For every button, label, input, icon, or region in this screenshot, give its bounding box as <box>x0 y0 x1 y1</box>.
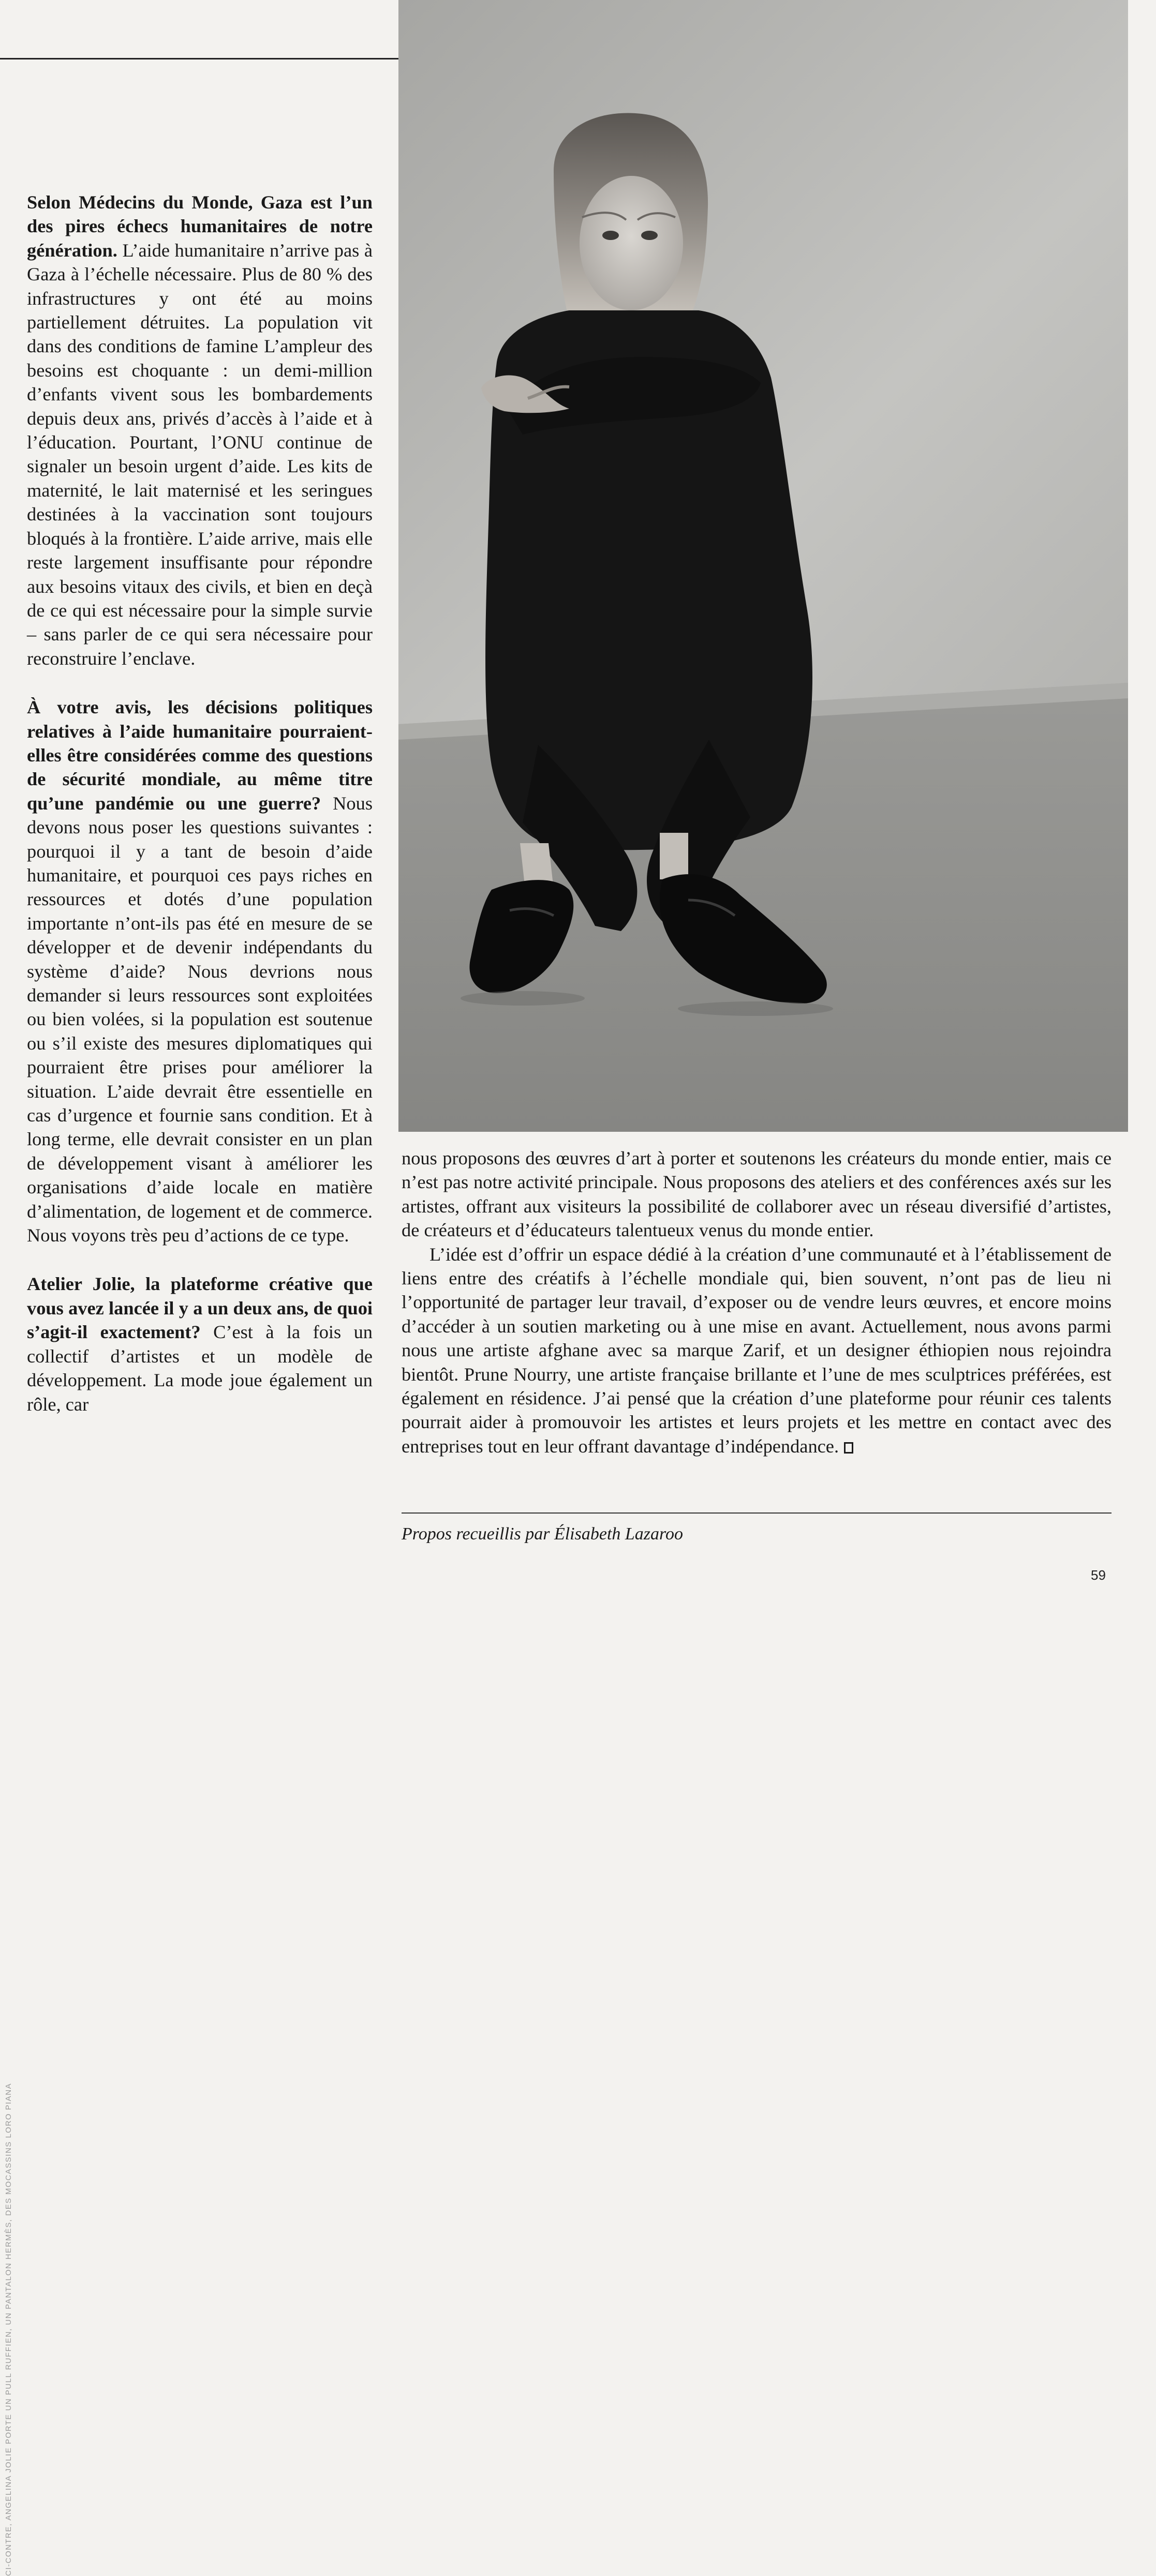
question-security: À votre avis, les décisions politiques relatives à l’aide humanitaire pourraient-elles être considérées comme des questions de sécurité mondiale, au même titre qu’une pandémie ou une guerre? <box>27 697 373 814</box>
signature-rule <box>402 1512 1111 1514</box>
question-gaza: Selon Médecins du Monde, Gaza est l’un des pires échecs humanitaires de notre génération. <box>27 192 373 261</box>
page-number: 59 <box>1091 1567 1106 1583</box>
paragraph-idea <box>402 1242 1111 1459</box>
photo-credit: CI-CONTRE, ANGELINA JOLIE PORTE UN PULL RUFFIEN, UN PANTALON HERMÈS, DES MOCASSINS LORO PIANA <box>4 2083 13 2576</box>
portrait-photo <box>398 0 1128 1132</box>
paragraph-atelier <box>27 1272 373 1416</box>
left-column <box>27 190 373 1441</box>
paragraph-atelier-continued: nous proposons des œuvres d’art à porter et soutenons les créateurs du monde entier, mais ce n’est pas notre activité principale. Nous proposons des ateliers et des conférences axés sur les artistes, offrant aux visiteurs la possibilité de collaborer avec un réseau diversifié d’artistes, de créateurs et d’éducateurs talentueux venus du monde entier. <box>402 1148 1111 1241</box>
answer-atelier: C’est à la fois un collectif d’artistes et un modèle de développement. La mode joue également un rôle, car <box>27 1322 373 1415</box>
answer-security: Nous devons nous poser les questions suivantes : pourquoi il y a tant de besoin d’aide humanitaire, et pourquoi ces pays riches en ressources et dotés d’une population importante n’ont-ils pas été en mesure de se développer et de devenir indépendants du système d’aide? Nous devrions nous demander si leurs ressources sont exploitées ou bien volées, si la population est soutenue ou s’il existe des mesures diplomatiques qui pourraient être prises pour améliorer la situation. L’aide devrait être essentielle en cas d’urgence et fournie sans condition. Et à long terme, elle devrait consister en un plan de développement visant à améliorer les organisations d’aide locale en matière d’alimentation, de logement et de commerce. Nous voyons très peu d’actions de ce type. <box>27 792 373 1246</box>
paragraph-security <box>27 695 373 1247</box>
right-column <box>402 1146 1111 1458</box>
signature: Propos recueillis par Élisabeth Lazaroo <box>402 1524 683 1544</box>
top-rule <box>0 58 399 59</box>
question-atelier: Atelier Jolie, la plateforme créative que vous avez lancée il y a un deux ans, de quoi s’agit-il exactement? <box>27 1274 373 1343</box>
paragraph-gaza <box>27 190 373 670</box>
paragraph-idea-text: L’idée est d’offrir un espace dédié à la création d’une communauté et à l’établissement de liens entre des créatifs à l’échelle mondiale qui, bien souvent, n’ont pas de lieu ni l’opportunité de partager leur travail, d’exposer ou de vendre leurs œuvres, et encore moins d’accéder à un soutien marketing ou à une mise en avant. Actuellement, nous avons parmi nous une artiste afghane avec sa marque Zarif, et un designer éthiopien nous rejoindra bientôt. Prune Nourry, une artiste française brillante et l’une de mes sculptrices préférées, est également en résidence. J’ai pensé que la création d’une plateforme pour réunir ces talents pourrait aider à promouvoir les artistes et leurs projets et les mettre en contact avec des entreprises tout en leur offrant davantage d’indépendance. <box>402 1244 1111 1457</box>
end-mark-icon <box>844 1442 853 1454</box>
answer-gaza: L’aide humanitaire n’arrive pas à Gaza à l’échelle nécessaire. Plus de 80 % des infrastructures y ont été au moins partiellement détruites. La population vit dans des conditions de famine L’ampleur des besoins est choquante : un demi-million d’enfants vivent sous les bombardements depuis deux ans, privés d’accès à l’aide et à l’éducation. Pourtant, l’ONU continue de signaler un besoin urgent d’aide. Les kits de maternité, le lait maternisé et les seringues destinées à la vaccination sont toujours bloqués à la frontière. L’aide arrive, mais elle reste largement insuffisante pour répondre aux besoins vitaux des civils, et bien en deçà de ce qui est nécessaire pour la simple survie – sans parler de ce qui sera nécessaire pour reconstruire l’enclave. <box>27 239 373 669</box>
